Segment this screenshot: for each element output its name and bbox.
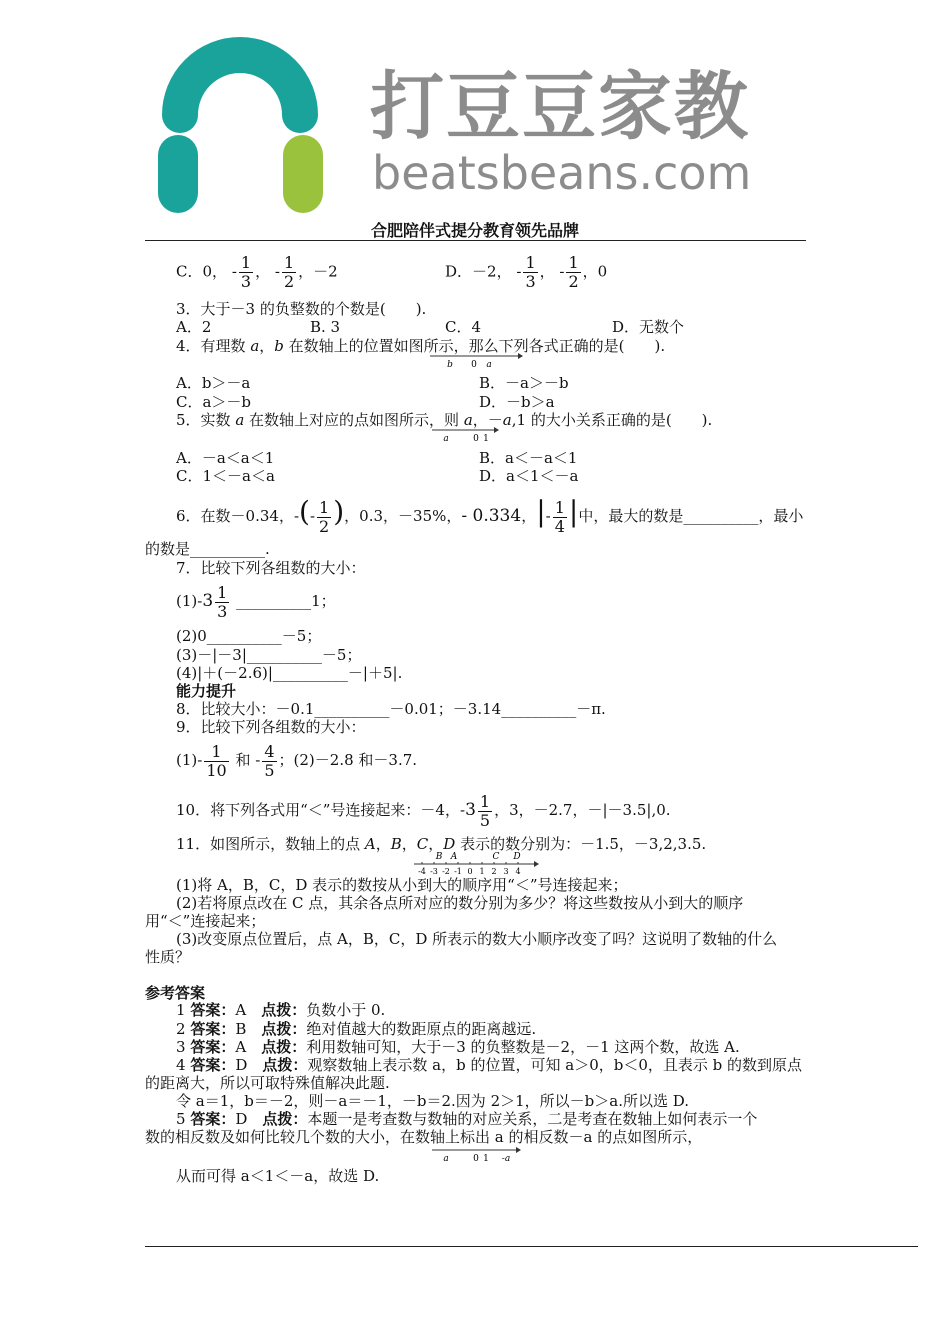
repeating-decimal: - 0.334 [461, 506, 522, 526]
brand-domain: beatsbeans.com [372, 146, 752, 200]
q7-part3: (3)－|－3|__________－5； [176, 646, 362, 664]
q11-tick-label: -4 [418, 867, 426, 876]
q4-option-b: B．－a＞－b [479, 374, 569, 392]
footer-rule [145, 1246, 918, 1247]
q4-numline-label: b [447, 360, 453, 370]
q4-numline-label: a [486, 360, 492, 370]
q11-tick-label: 0 [467, 867, 473, 876]
brand-name-chinese: 打豆豆家教 [370, 64, 750, 150]
q8-stem: 8．比较大小：－0.1__________－0.01；－3.14__________－π. [176, 700, 606, 718]
answer-5: 5 答案：D 点拨：本题一是考查数与数轴的对应关系，二是考查在数轴上如何表示一个 [176, 1110, 758, 1128]
q11-tick-label: -1 [454, 867, 462, 876]
q11-tick-label: 4 [515, 867, 521, 876]
a5-numline-label: a [443, 1154, 449, 1164]
q7-part2: (2)0__________－5； [176, 627, 322, 645]
q5-option-b: B．a＜－a＜1 [479, 449, 578, 467]
q11-tick-label: -2 [442, 867, 450, 876]
q10-stem: 10．将下列各式用“＜”号连接起来：－4，-3 $\frac{1}{5}$ ，3，－2.7，－|－3.5|,0. [176, 791, 671, 830]
answer-2: 2 答案：B 点拨：绝对值越大的数距原点的距离越远. [176, 1020, 537, 1038]
q11-tick-label: -3 [430, 867, 438, 876]
q7-part4: (4)|＋(－2.6)|__________－|＋5|. [176, 664, 403, 682]
answer-4-cont: 的距离大，所以可取特殊值解决此题. [145, 1074, 390, 1092]
answer-5-number-line [430, 1146, 524, 1164]
q4-option-d: D．－b＞a [479, 393, 555, 411]
q9-parts: (1)- $\frac{1}{10}$ 和 - $\frac{4}{5}$ ；(2)－2.8 和－3.7. [176, 741, 418, 780]
answer-4: 4 答案：D 点拨：观察数轴上表示数 a，b 的位置，可知 a＞0，b＜0，且表示 b 的数到原点 [176, 1056, 803, 1074]
q6-stem: 6．在数－0.34，-(- $\frac{1}{2}$ )，0.3，－35%，- 0.334，|- $\frac{1}{4}$ |中，最大的数是__________，最小 [176, 495, 804, 536]
answer-4-cont2: 令 a＝1，b＝－2，则－a＝－1，－b＝2.因为 2＞1，所以－b＞a.所以选 D. [176, 1092, 689, 1110]
answer-3: 3 答案：A 点拨：利用数轴可知，大于－3 的负整数是－2，－1 这两个数，故选 A. [176, 1038, 740, 1056]
a5-numline-label: 1 [483, 1154, 489, 1164]
q3-option-d: D．无数个 [612, 318, 685, 336]
q5-number-line [430, 426, 500, 444]
q4-stem: 4．有理数 a，b 在数轴上的位置如图所示，那么下列各式正确的是( ). [176, 337, 666, 355]
q7-part1: (1)-3 $\frac{1}{3}$ __________1； [176, 582, 336, 621]
q3-option-a: A．2 [176, 318, 212, 336]
q9-stem: 9．比较下列各组数的大小： [176, 718, 366, 736]
q2-option-c: C．0， - $\frac{1}{3}$ ， - $\frac{1}{2}$ ，－2 [176, 253, 338, 291]
a5-numline-label: 0 [473, 1154, 479, 1164]
header-rule [145, 240, 806, 241]
q5-numline-label: 1 [483, 434, 489, 444]
q11-point-label: A [450, 852, 458, 862]
q4-number-line [428, 352, 524, 370]
answer-5-conclusion: 从而可得 a＜1＜－a，故选 D. [176, 1167, 380, 1185]
answer-5-cont: 数的相反数及如何比较几个数的大小，在数轴上标出 a 的相反数－a 的点如图所示， [145, 1128, 703, 1146]
q11-part3-cont: 性质？ [145, 948, 191, 966]
q11-point-label: C [492, 852, 500, 862]
q4-option-c: C．a＞－b [176, 393, 252, 411]
q11-part2-cont: 用“＜”连接起来； [145, 912, 266, 930]
q5-option-c: C．1＜－a＜a [176, 467, 275, 485]
q11-part1: (1)将 A，B，C，D 表示的数按从小到大的顺序用“＜”号连接起来； [176, 876, 628, 894]
q5-option-a: A．－a＜a＜1 [176, 449, 275, 467]
slogan: 合肥陪伴式提分教育领先品牌 [370, 221, 579, 240]
q6-stem-cont: 的数是__________. [145, 540, 270, 558]
q11-point-label: D [513, 852, 521, 862]
q11-tick-label: 1 [479, 867, 485, 876]
q5-option-d: D．a＜1＜－a [479, 467, 579, 485]
answer-1: 1 答案：A 点拨：负数小于 0. [176, 1001, 386, 1019]
q4-numline-label: 0 [471, 360, 477, 370]
section-heading-ability: 能力提升 [176, 682, 237, 700]
q11-part2: (2)若将原点改在 C 点，其余各点所对应的数分别为多少？将这些数按从小到大的顺序 [176, 894, 744, 912]
q3-option-b: B. 3 [310, 318, 341, 336]
q2-option-d: D．－2， - $\frac{1}{3}$ ， - $\frac{1}{2}$ ，0 [445, 253, 608, 291]
q5-numline-label: a [443, 434, 449, 444]
a5-numline-label: -a [501, 1154, 511, 1164]
q3-option-c: C．4 [445, 318, 482, 336]
q7-stem: 7．比较下列各组数的大小： [176, 559, 366, 577]
q11-number-line [412, 851, 542, 877]
q11-tick-label: 3 [503, 867, 509, 876]
q5-stem: 5．实数 a 在数轴上对应的点如图所示，则 a，－a,1 的大小关系正确的是( ). [176, 411, 713, 429]
q5-numline-label: 0 [473, 434, 479, 444]
q11-tick-label: 2 [491, 867, 497, 876]
brand-logo-mark [150, 25, 330, 215]
q4-option-a: A．b＞－a [176, 374, 251, 392]
q11-part3: (3)改变原点位置后，点 A，B，C，D 所表示的数大小顺序改变了吗？这说明了数轴的什么 [176, 930, 778, 948]
q11-stem: 11．如图所示，数轴上的点 A，B，C，D 表示的数分别为：－1.5，－3,2,3.5. [176, 835, 707, 853]
answers-heading: 参考答案 [145, 984, 206, 1002]
q11-point-label: B [435, 852, 443, 862]
q3-stem: 3．大于－3 的负整数的个数是( ). [176, 300, 427, 318]
